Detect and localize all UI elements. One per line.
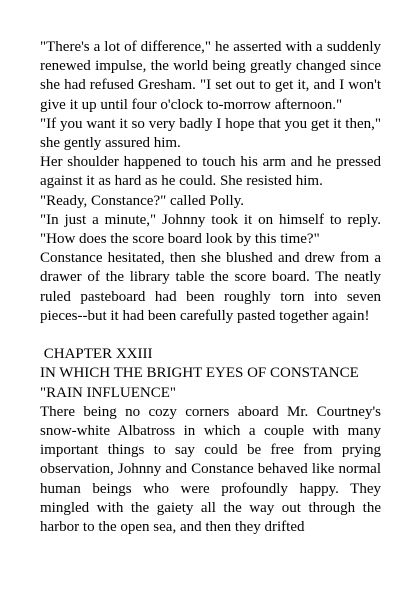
section-spacer (40, 326, 381, 345)
paragraph: "There's a lot of difference," he asserted with a suddenly renewed impulse, the world being greatly changed since she had refused Gresham. "I set out to get it, and I won't give it up until four o'clock to-morrow afternoon." (40, 39, 381, 113)
paragraph: "If you want it so very badly I hope that you get it then," she gently assured him. (40, 115, 381, 152)
chapter-title: IN WHICH THE BRIGHT EYES OF CONSTANCE "RAIN INFLUENCE" (40, 365, 359, 401)
paragraph: There being no cozy corners aboard Mr. Courtney's snow-white Albatross in which a couple with many important things to say could be free from prying observation, Johnny and Constance behaved like normal human beings who were profoundly happy. They mingled with the gaiety all the way out through the harbor to the open sea, and then they drifted (40, 403, 381, 536)
book-page (40, 38, 381, 537)
paragraph: "Ready, Constance?" called Polly. (40, 192, 244, 209)
paragraph: Constance hesitated, then she blushed and drew from a drawer of the library table the score board. The neatly ruled pasteboard had been roughly torn into seven pieces--but it had been carefully pasted together again! (40, 250, 381, 324)
paragraph: "In just a minute," Johnny took it on himself to reply. "How does the score board look by this time?" (40, 211, 381, 248)
paragraph: Her shoulder happened to touch his arm and he pressed against it as hard as he could. She resisted him. (40, 154, 381, 190)
chapter-number: CHAPTER XXIII (40, 346, 153, 363)
